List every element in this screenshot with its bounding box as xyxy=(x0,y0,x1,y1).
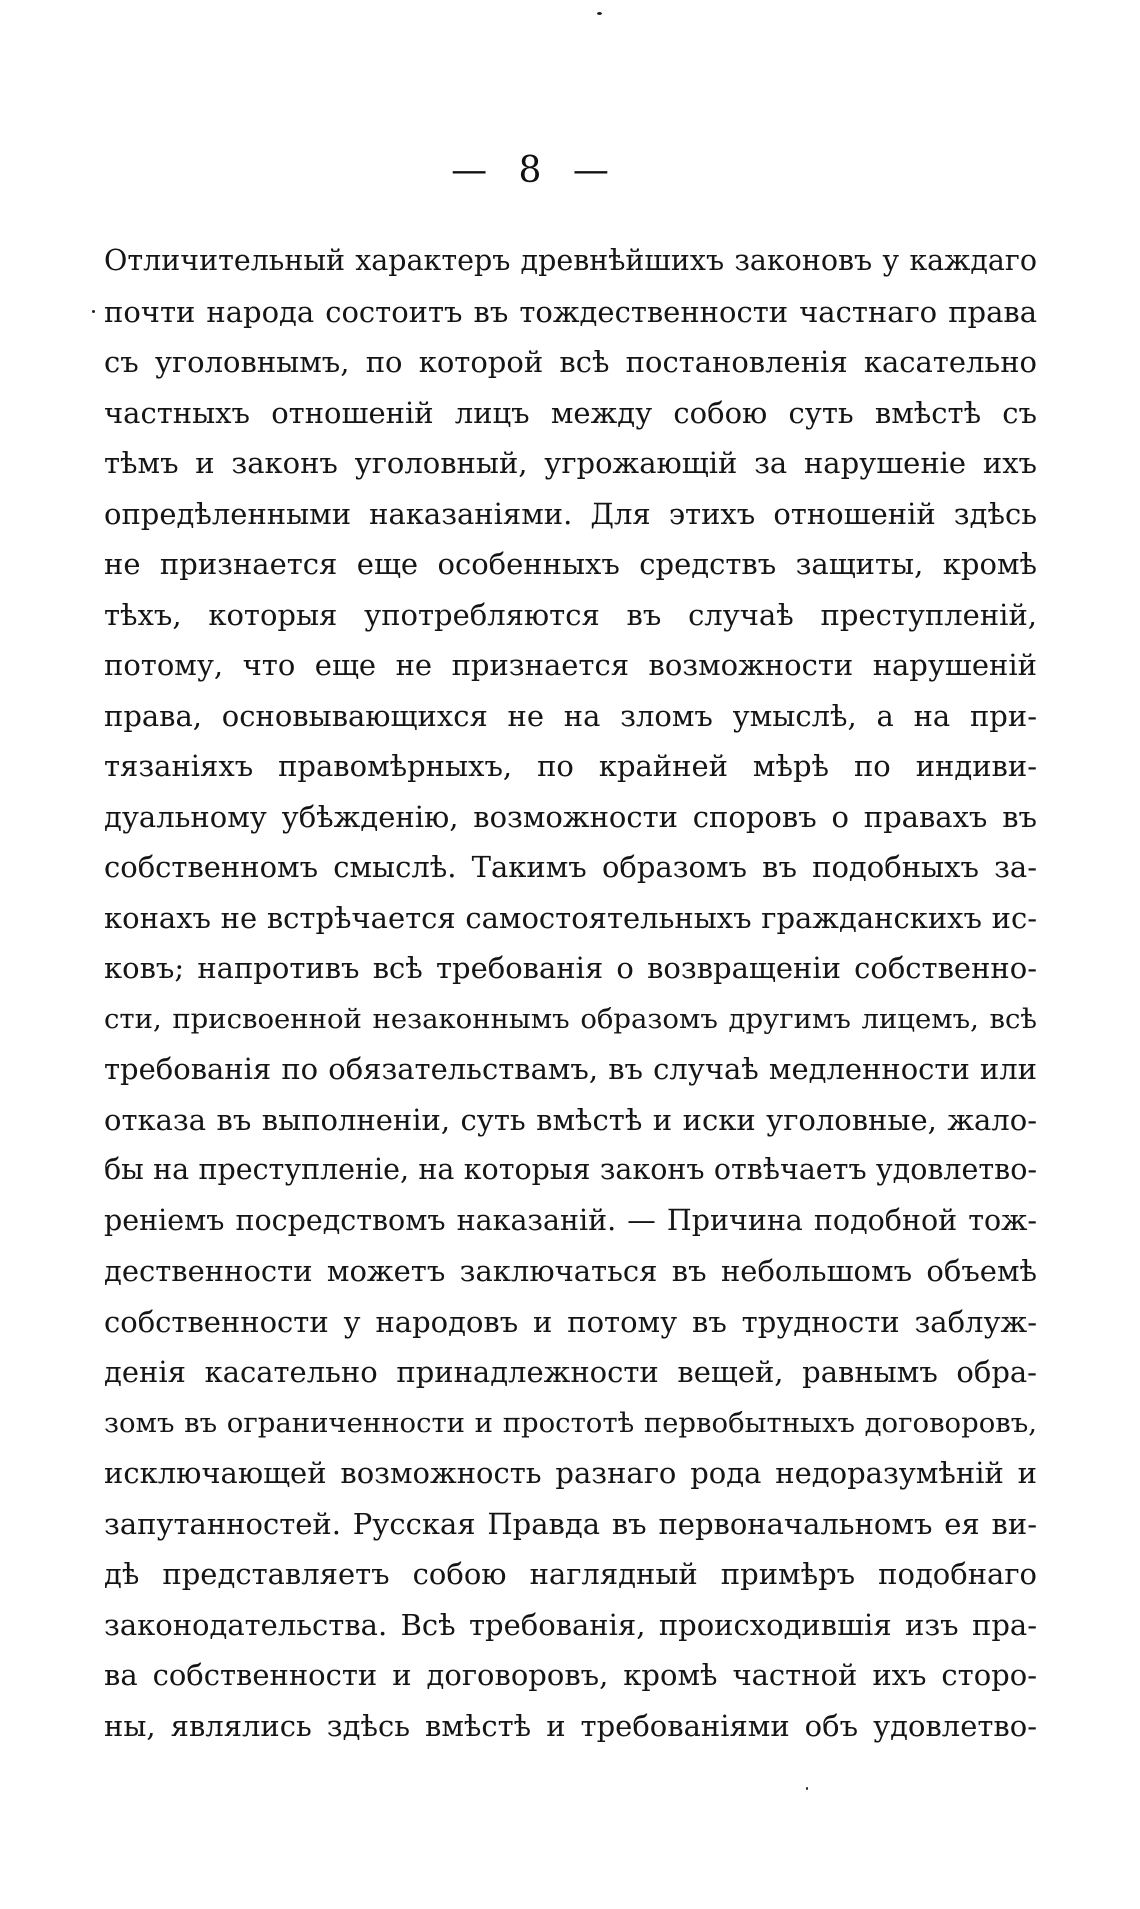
text-line: запутанностей. Русская Правда въ первоначальномъ ея ви- xyxy=(104,1506,1037,1541)
text-line: тѣхъ, которыя употребляются въ случаѣ преступленій, xyxy=(104,597,1037,632)
text-line: дѣ представляетъ собою наглядный примѣръ подобнаго xyxy=(104,1557,1037,1591)
text-line: отказа въ выполненіи, суть вмѣстѣ и иски уголовные, жало- xyxy=(104,1102,1037,1137)
text-line: ковъ; напротивъ всѣ требованія о возвращеніи собственно- xyxy=(104,951,1037,985)
text-line: ны, являлись здѣсь вмѣстѣ и требованіями объ удовлетво- xyxy=(104,1708,1037,1743)
text-line: конахъ не встрѣчается самостоятельныхъ гражданскихъ ис- xyxy=(104,900,1037,935)
text-line: денія касательно принадлежности вещей, равнымъ обра- xyxy=(104,1355,1037,1389)
text-line: тѣмъ и законъ уголовный, угрожающій за нарушеніе ихъ xyxy=(104,446,1037,480)
text-line: исключающей возможность разнаго рода недоразумѣній и xyxy=(104,1456,1037,1490)
text-line: сти, присвоенной незаконнымъ образомъ другимъ лицемъ, всѣ xyxy=(104,1002,1037,1035)
text-line: бы на преступленіе, на которыя законъ отвѣчаетъ удовлетво- xyxy=(104,1153,1037,1186)
text-line: опредѣленными наказаніями. Для этихъ отношеній здѣсь xyxy=(104,496,1037,531)
text-line: дественности можетъ заключаться въ небольшомъ объемѣ xyxy=(104,1254,1037,1288)
text-line: частныхъ отношеній лицъ между собою суть вмѣстѣ съ xyxy=(104,395,1037,430)
body-text xyxy=(104,236,1037,1751)
text-line: требованія по обязательствамъ, въ случаѣ медленности или xyxy=(104,1052,1037,1086)
scan-speck xyxy=(597,12,602,15)
text-line: не признается еще особенныхъ средствъ защиты, кромѣ xyxy=(104,547,1037,581)
text-line: Отличительный характеръ древнѣйшихъ законовъ у каждаго xyxy=(104,244,1037,277)
text-line: тязаніяхъ правомѣрныхъ, по крайней мѣрѣ по индиви- xyxy=(104,749,1037,783)
text-line: ва собственности и договоровъ, кромѣ частной ихъ сторо- xyxy=(104,1658,1037,1692)
text-line: собственности у народовъ и потому въ трудности заблуж- xyxy=(104,1304,1037,1339)
text-line: дуальному убѣжденію, возможности споровъ о правахъ въ xyxy=(104,799,1037,834)
text-line: зомъ въ ограниченности и простотѣ первобытныхъ договоровъ, xyxy=(104,1406,1037,1439)
text-line: потому, что еще не признается возможности нарушеній xyxy=(104,648,1037,682)
text-line: законодательства. Всѣ требованія, происходившія изъ пра- xyxy=(104,1607,1037,1642)
scan-speck xyxy=(92,310,95,313)
text-line: съ уголовнымъ, по которой всѣ постановленія касательно xyxy=(104,345,1037,379)
text-line: права, основывающихся не на зломъ умыслѣ, а на при- xyxy=(104,698,1037,733)
text-line: почти народа состоитъ въ тождественности частнаго права xyxy=(104,294,1037,329)
text-line: собственномъ смыслѣ. Такимъ образомъ въ подобныхъ за- xyxy=(104,850,1037,884)
page-number: — 8 — xyxy=(451,150,619,191)
scan-speck xyxy=(806,1787,808,1790)
text-line: реніемъ посредствомъ наказаній. — Причина подобной тож- xyxy=(104,1203,1037,1237)
